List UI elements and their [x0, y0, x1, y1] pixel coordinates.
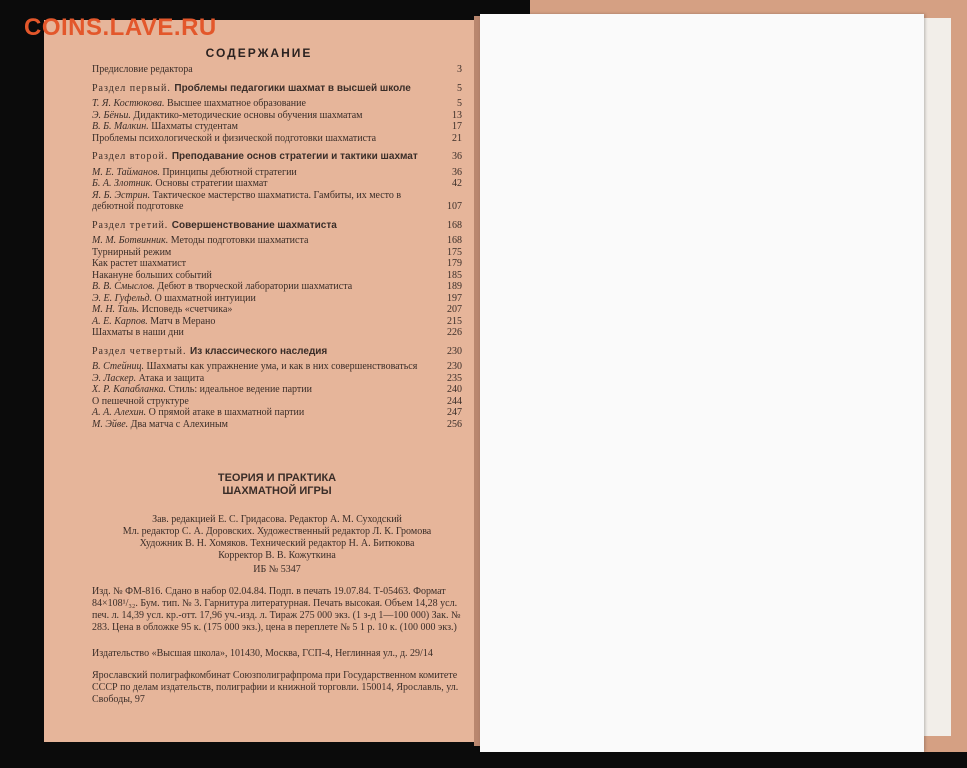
- toc-entry: [92, 178, 462, 190]
- blank-page: [480, 14, 924, 752]
- contents-title: СОДЕРЖАНИЕ: [205, 46, 313, 60]
- toc-entry-title: [92, 133, 438, 145]
- toc-author: М. Н. Таль.: [92, 304, 140, 315]
- toc-entry-title: [92, 293, 438, 305]
- toc-entry: [92, 304, 462, 316]
- toc-author: М. М. Ботвинник.: [92, 235, 169, 246]
- contents-page: [44, 20, 474, 742]
- production-details: Изд. № ФМ-816. Сдано в набор 02.04.84. Подп. в печать 19.07.84. Т-05463. Формат 84×108¹/₃₂. Бум. тип. № 3. Гарнитура литературная. Печать высокая. Объем 14,28 усл. печ. л. 14,39 усл. кр.-отт. 17,96 уч.-изд. л. Тираж 275 000 экз. (1 з-д 1—100 000) Зак. № 283. Цена в обложке 95 к. (175 000 экз.), цена в переплете № 5 1 р. 10 к. (100 000 экз.): [92, 586, 461, 633]
- toc-entry: [92, 373, 462, 385]
- toc-entry-title: [92, 83, 438, 95]
- toc-title-text: Дебют в творческой лаборатории шахматиста: [157, 281, 353, 292]
- printer-address: Ярославский полиграфкомбинат Союзполиграфпрома при Государственном комитете СССР по делам издательств, полиграфии и книжной торговли. 150014, Ярославль, ул. Свободы, 97: [92, 670, 459, 705]
- toc-author: М. Эйве.: [92, 418, 129, 430]
- toc-entry: [92, 316, 462, 328]
- toc-entry-title: [92, 361, 438, 373]
- page-number: 17: [452, 121, 462, 132]
- toc-entry-title: [92, 346, 438, 358]
- toc-title-text: Предисловие редактора: [92, 64, 193, 75]
- page-number: 230: [447, 345, 462, 357]
- toc-title-text: Шахматы студентам: [151, 121, 238, 132]
- page-number: 168: [447, 219, 462, 231]
- section-title: Проблемы педагогики шахмат в высшей школе: [174, 82, 411, 94]
- toc-title-text: О шахматной интуиции: [154, 292, 256, 304]
- toc-author: М. Е. Тайманов.: [92, 166, 160, 178]
- toc-entry: [92, 258, 462, 270]
- toc-entry: [92, 281, 462, 293]
- credit-line: Зав. редакцией Е. С. Гридасова. Редактор А. М. Суходский: [152, 514, 402, 525]
- toc-author: Э. Е. Гуфельд.: [92, 292, 153, 304]
- page-number: 21: [452, 132, 462, 144]
- toc-entry-title: [92, 178, 438, 190]
- toc-entry: [92, 190, 462, 213]
- section-label: Раздел четвертый.: [92, 345, 187, 357]
- book-title-line: ШАХМАТНОЙ ИГРЫ: [222, 485, 332, 497]
- toc-entry-title: [92, 407, 438, 419]
- toc-section: [92, 83, 462, 95]
- page-number: 179: [447, 258, 462, 269]
- publisher-address: Издательство «Высшая школа», 101430, Москва, ГСП-4, Неглинная ул., д. 29/14: [92, 648, 433, 659]
- table-of-contents: [92, 64, 462, 430]
- toc-title-text: Высшее шахматное образование: [167, 98, 306, 109]
- page-number: 42: [452, 178, 462, 189]
- page-number: 107: [447, 201, 462, 212]
- toc-entry-title: [92, 270, 438, 282]
- page-number: 36: [452, 151, 462, 162]
- toc-entry-title: [92, 327, 438, 339]
- toc-author: Т. Я. Костюкова.: [92, 98, 165, 109]
- toc-title-text: Дидактико-методические основы обучения шахматам: [133, 109, 363, 121]
- toc-entry-title: [92, 373, 438, 385]
- page-number: 197: [447, 292, 462, 304]
- toc-title-text: Шахматы как упражнение ума, и как в них совершенствоваться: [146, 361, 418, 372]
- toc-title-text: Как растет шахматист: [92, 258, 186, 269]
- credits: [92, 514, 462, 562]
- section-label: Раздел второй.: [92, 151, 169, 162]
- toc-title-text: Матч в Мерано: [150, 315, 216, 327]
- toc-entry: [92, 121, 462, 133]
- toc-author: А. Е. Карпов.: [92, 315, 148, 327]
- toc-entry-title: [92, 151, 438, 163]
- section-title: Из классического наследия: [190, 345, 328, 357]
- toc-entry-title: [92, 64, 438, 76]
- toc-entry: [92, 235, 462, 247]
- toc-title-text: Два матча с Алехиным: [130, 418, 229, 430]
- toc-author: Х. Р. Капабланка.: [92, 384, 167, 395]
- toc-entry: [92, 293, 462, 305]
- toc-entry-title: [92, 110, 438, 122]
- toc-entry: [92, 167, 462, 179]
- page-number: 226: [447, 327, 462, 338]
- imprint-block: [92, 472, 462, 706]
- credit-line: Корректор В. В. Кожуткина: [218, 550, 336, 561]
- toc-author: В. В. Смыслов.: [92, 281, 155, 292]
- toc-title-text: Турнирный режим: [92, 246, 172, 258]
- toc-entry: [92, 270, 462, 282]
- book-title: [92, 472, 462, 498]
- credit-line: Художник В. Н. Хомяков. Технический редактор Н. А. Битюкова: [139, 538, 415, 549]
- section-title: Преподавание основ стратегии и тактики шахмат: [171, 151, 418, 162]
- page-number: 185: [447, 269, 462, 281]
- toc-entry: [92, 396, 462, 408]
- toc-author: Б. А. Злотник.: [92, 178, 153, 189]
- toc-entry: [92, 64, 462, 76]
- page-number: 5: [457, 82, 462, 94]
- toc-author: В. Б. Малкин.: [92, 121, 149, 132]
- toc-title-text: Накануне больших событий: [92, 269, 212, 281]
- toc-entry: [92, 361, 462, 373]
- toc-entry: [92, 384, 462, 396]
- toc-entry: [92, 419, 462, 431]
- toc-title-text: Атака и защита: [138, 372, 205, 384]
- page-number: 5: [457, 98, 462, 109]
- toc-entry-title: [92, 121, 438, 133]
- page-number: 175: [447, 246, 462, 258]
- toc-entry-title: [92, 419, 438, 431]
- toc-title-text: Проблемы психологической и физической подготовки шахматиста: [92, 132, 377, 144]
- site-watermark: COINS.LAVE.RU: [24, 14, 217, 41]
- page-number: 3: [457, 64, 462, 75]
- page-number: 36: [452, 166, 462, 178]
- toc-title-text: Стиль: идеальное ведение партии: [168, 384, 312, 395]
- toc-entry: [92, 133, 462, 145]
- page-number: 207: [447, 304, 462, 315]
- toc-entry: [92, 98, 462, 110]
- toc-entry: [92, 110, 462, 122]
- toc-entry-title: [92, 190, 438, 213]
- toc-entry-title: [92, 247, 438, 259]
- page-number: 230: [447, 361, 462, 372]
- toc-title-text: Принципы дебютной стратегии: [162, 166, 297, 178]
- toc-entry-title: [92, 281, 438, 293]
- toc-section: [92, 346, 462, 358]
- toc-entry-title: [92, 98, 438, 110]
- toc-entry-title: [92, 384, 438, 396]
- toc-section: [92, 151, 462, 163]
- toc-entry: [92, 327, 462, 339]
- page-number: 247: [447, 407, 462, 418]
- toc-entry-title: [92, 258, 438, 270]
- toc-entry: [92, 247, 462, 259]
- toc-title-text: Тактическое мастерство шахматиста. Гамбиты, их место в дебютной подготовке: [92, 189, 402, 212]
- toc-entry-title: [92, 220, 438, 232]
- toc-title-text: Шахматы в наши дни: [92, 327, 184, 338]
- page-number: 244: [447, 395, 462, 407]
- toc-entry-title: [92, 396, 438, 408]
- toc-entry-title: [92, 304, 438, 316]
- page-number: 215: [447, 315, 462, 327]
- toc-author: Э. Бёньи.: [92, 109, 131, 121]
- toc-title-text: О прямой атаке в шахматной партии: [148, 407, 305, 418]
- section-title: Совершенствование шахматиста: [171, 219, 337, 231]
- toc-entry-title: [92, 316, 438, 328]
- toc-author: Э. Ласкер.: [92, 372, 137, 384]
- section-label: Раздел третий.: [92, 219, 169, 231]
- book-title-line: ТЕОРИЯ И ПРАКТИКА: [217, 472, 337, 484]
- toc-entry: [92, 407, 462, 419]
- page-number: 235: [447, 372, 462, 384]
- page-number: 168: [447, 235, 462, 246]
- toc-entry-title: [92, 167, 438, 179]
- toc-entry-title: [92, 235, 438, 247]
- toc-author: Я. Б. Эстрин.: [92, 189, 151, 201]
- toc-title-text: О пешечной структуре: [92, 395, 189, 407]
- section-label: Раздел первый.: [92, 82, 171, 94]
- ib-number: ИБ № 5347: [253, 564, 301, 575]
- page-number: 189: [447, 281, 462, 292]
- page-number: 256: [447, 418, 462, 430]
- toc-author: В. Стейниц.: [92, 361, 145, 372]
- credit-line: Мл. редактор С. А. Доровских. Художественный редактор Л. К. Громова: [122, 526, 432, 537]
- toc-author: А. А. Алехин.: [92, 407, 147, 418]
- page-number: 240: [447, 384, 462, 395]
- page-number: 13: [452, 109, 462, 121]
- toc-title-text: Исповедь «счетчика»: [141, 304, 233, 315]
- toc-title-text: Методы подготовки шахматиста: [170, 235, 309, 246]
- toc-section: [92, 220, 462, 232]
- toc-title-text: Основы стратегии шахмат: [155, 178, 268, 189]
